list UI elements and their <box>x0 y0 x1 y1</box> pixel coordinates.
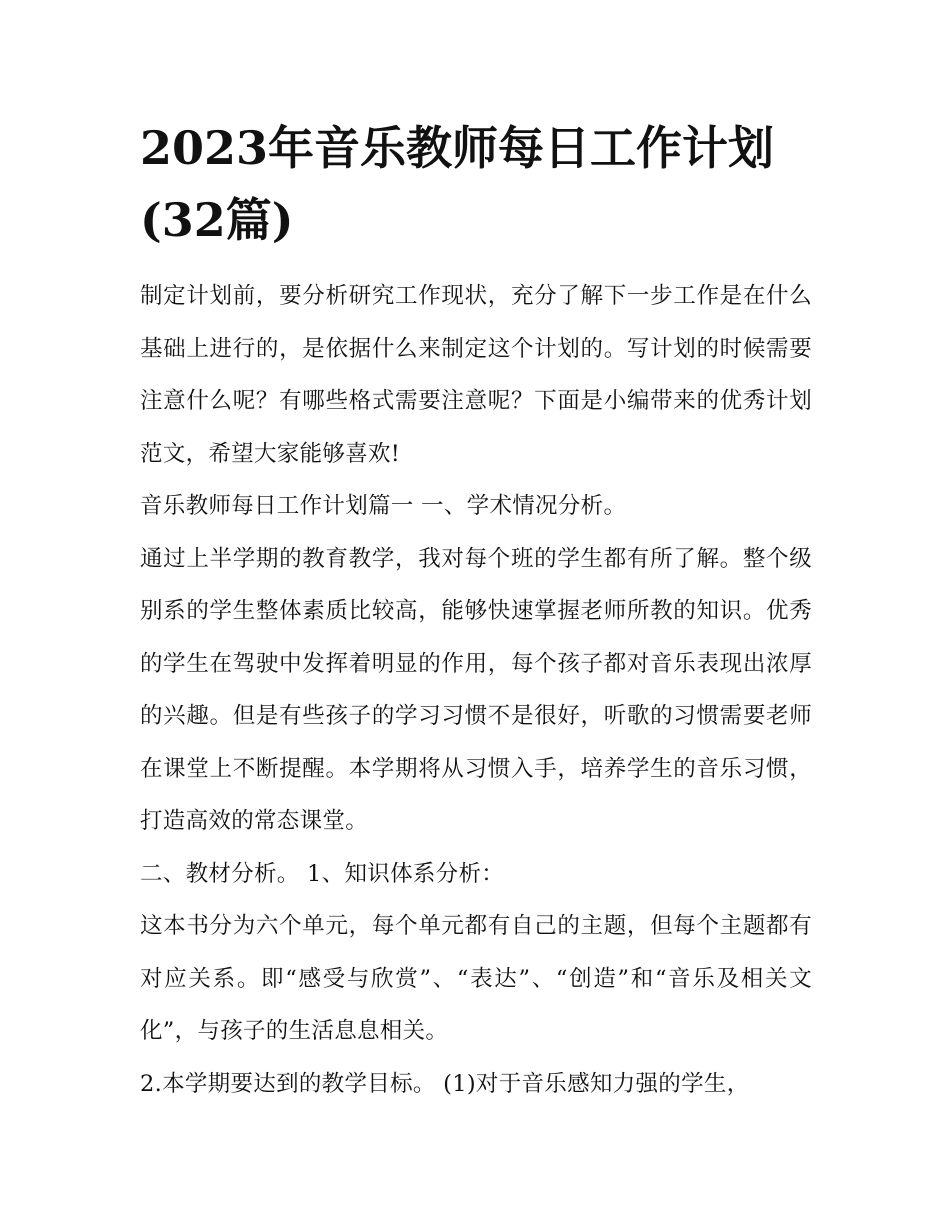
teaching-goals-paragraph: 2.本学期要达到的教学目标。 (1)对于音乐感知力强的学生， <box>140 1070 750 1097</box>
document-body <box>140 112 812 1110</box>
intro-paragraph: 制定计划前，要分析研究工作现状，充分了解下一步工作是在什么基础上进行的，是依据什么来制定这个计划的。写计划的时候需要注意什么呢？有哪些格式需要注意呢？下面是小编带来的优秀计划范文，希望大家能够喜欢! <box>140 283 812 467</box>
document-title: 2023年音乐教师每日工作计划(32篇) <box>140 121 775 247</box>
section-heading-textbook-analysis: 二、教材分析。 1、知识体系分析： <box>140 860 505 887</box>
section-heading-academic-analysis: 音乐教师每日工作计划篇一 一、学术情况分析。 <box>140 493 627 519</box>
textbook-analysis-paragraph: 这本书分为六个单元，每个单元都有自己的主题，但每个主题都有对应关系。即“感受与欣赏”、“表达”、“创造”和“音乐及相关文化”，与孩子的生活息息相关。 <box>140 913 812 1044</box>
academic-analysis-paragraph: 通过上半学期的教育教学，我对每个班的学生都有所了解。整个级别系的学生整体素质比较高，能够快速掌握老师所教的知识。优秀的学生在驾驶中发挥着明显的作用，每个孩子都对音乐表现出浓厚的兴趣。但是有些孩子的学习习惯不是很好，听歌的习惯需要老师在课堂上不断提醒。本学期将从习惯入手，培养学生的音乐习惯，打造高效的常态课堂。 <box>140 545 812 834</box>
